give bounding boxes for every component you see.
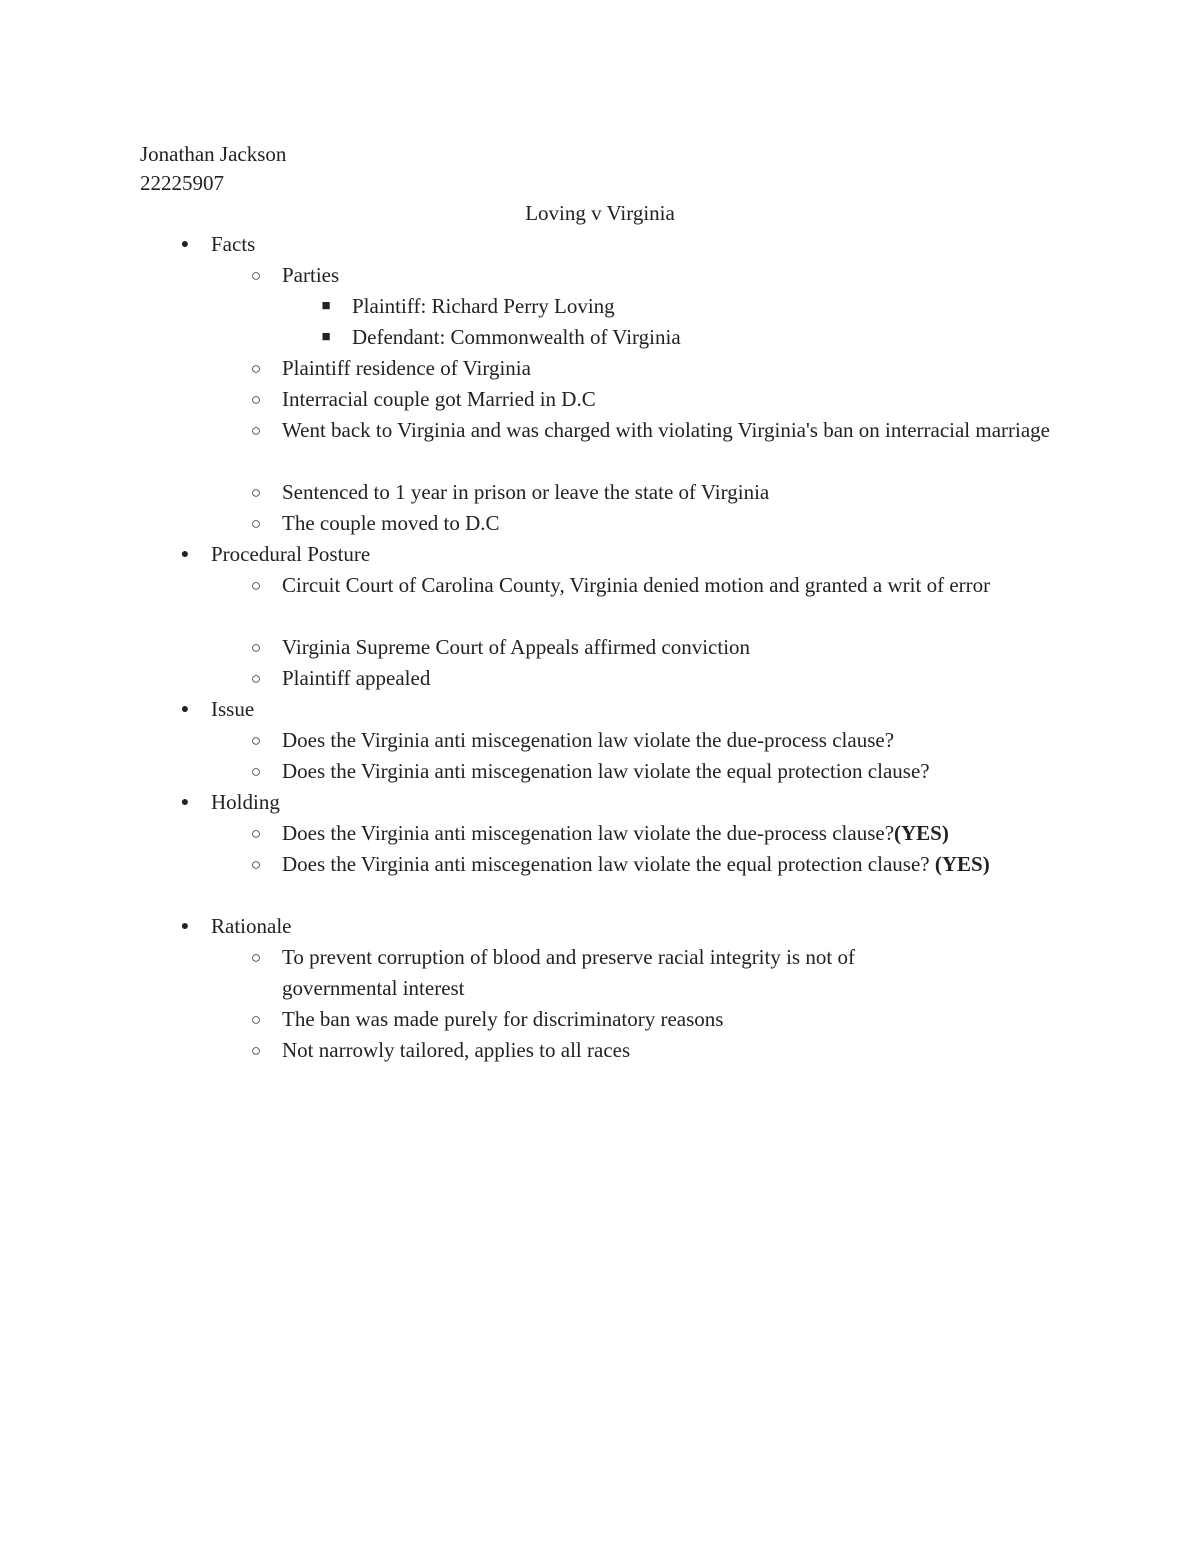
circle-bullet-icon: ○: [250, 1041, 262, 1060]
bullet-icon: ●: [180, 795, 190, 810]
defendant-item: Defendant: Commonwealth of Virginia: [352, 325, 681, 349]
list-item: To prevent corruption of blood and preserve racial integrity is not of governmental interest: [282, 945, 855, 1000]
circle-bullet-icon: ○: [250, 731, 262, 750]
list-item: Sentenced to 1 year in prison or leave the state of Virginia: [282, 480, 770, 504]
circle-bullet-icon: ○: [250, 576, 262, 595]
holding-answer: (YES): [934, 852, 990, 876]
circle-bullet-icon: ○: [250, 421, 262, 440]
square-bullet-icon: ■: [321, 298, 331, 314]
student-id: 22225907: [140, 171, 224, 195]
circle-bullet-icon: ○: [250, 948, 262, 967]
list-item: Does the Virginia anti miscegenation law violate the due-process clause?: [282, 728, 895, 752]
list-item: Plaintiff appealed: [282, 666, 431, 690]
holding-question: Does the Virginia anti miscegenation law violate the equal protection clause?: [282, 852, 930, 876]
list-item: Does the Virginia anti miscegenation law violate the equal protection clause?: [282, 759, 930, 783]
circle-bullet-icon: ○: [250, 514, 262, 533]
section-facts-heading: Facts: [211, 232, 256, 256]
document-title: Loving v Virginia: [525, 201, 675, 225]
circle-bullet-icon: ○: [250, 1010, 262, 1029]
list-item: Circuit Court of Carolina County, Virginia denied motion and granted a writ of error: [282, 573, 991, 597]
bullet-icon: ●: [180, 547, 190, 562]
circle-bullet-icon: ○: [250, 390, 262, 409]
holding-question: Does the Virginia anti miscegenation law violate the due-process clause?: [282, 821, 895, 845]
list-item: Virginia Supreme Court of Appeals affirmed conviction: [282, 635, 751, 659]
circle-bullet-icon: ○: [250, 824, 262, 843]
section-procedural-posture-heading: Procedural Posture: [211, 542, 371, 566]
author-name: Jonathan Jackson: [140, 142, 287, 166]
circle-bullet-icon: ○: [250, 669, 262, 688]
holding-item: [282, 849, 1022, 880]
bullet-icon: ●: [180, 237, 190, 252]
section-holding-heading: Holding: [211, 790, 280, 814]
circle-bullet-icon: ○: [250, 762, 262, 781]
list-item: The couple moved to D.C: [282, 511, 500, 535]
holding-item: [282, 818, 1062, 849]
plaintiff-item: Plaintiff: Richard Perry Loving: [352, 294, 615, 318]
bullet-icon: ●: [180, 919, 190, 934]
list-item: Went back to Virginia and was charged with violating Virginia's ban on interracial marriage: [282, 418, 1050, 442]
square-bullet-icon: ■: [321, 329, 331, 345]
section-rationale-heading: Rationale: [211, 914, 292, 938]
bullet-icon: ●: [180, 702, 190, 717]
circle-bullet-icon: ○: [250, 855, 262, 874]
holding-answer: (YES): [894, 821, 949, 845]
list-item: Plaintiff residence of Virginia: [282, 356, 531, 380]
section-issue-heading: Issue: [211, 697, 255, 721]
circle-bullet-icon: ○: [250, 638, 262, 657]
list-item: Interracial couple got Married in D.C: [282, 387, 596, 411]
parties-heading: Parties: [282, 263, 340, 287]
circle-bullet-icon: ○: [250, 359, 262, 378]
circle-bullet-icon: ○: [250, 266, 262, 285]
list-item: Not narrowly tailored, applies to all races: [282, 1038, 631, 1062]
circle-bullet-icon: ○: [250, 483, 262, 502]
list-item: The ban was made purely for discriminatory reasons: [282, 1007, 724, 1031]
